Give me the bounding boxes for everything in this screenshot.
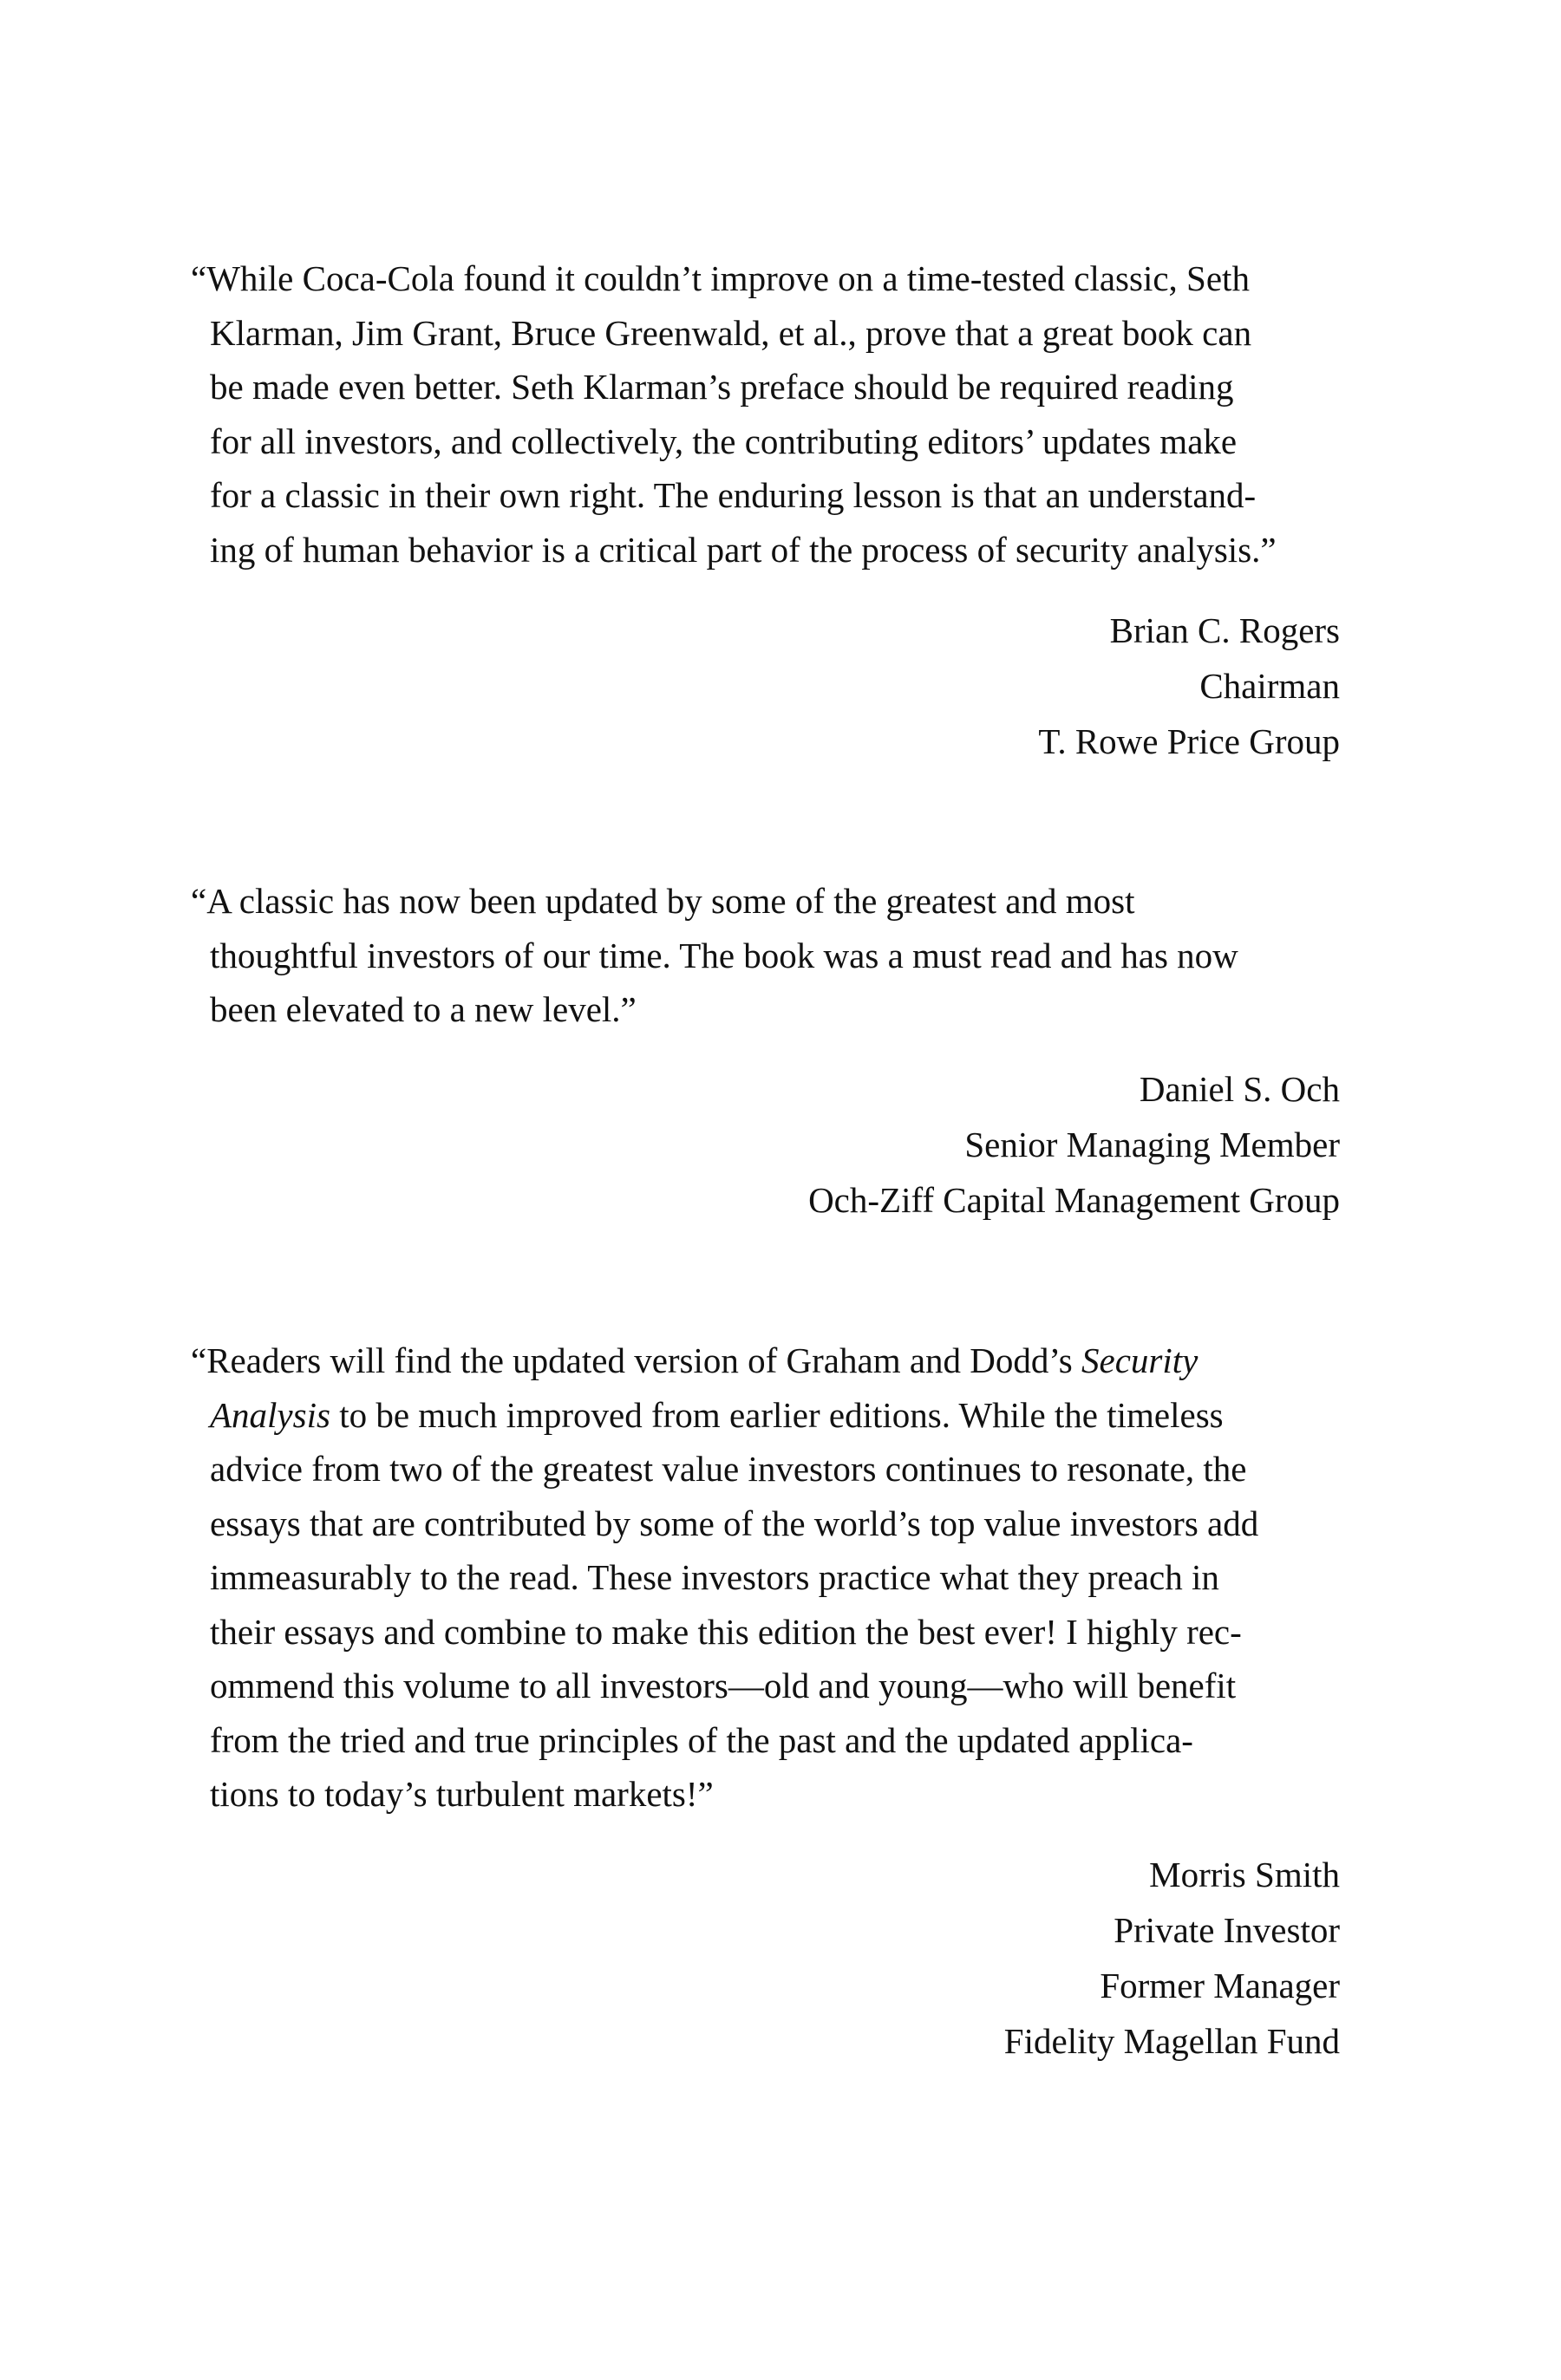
attribution-title: Private Investor (1114, 1910, 1340, 1950)
attribution-title: Senior Managing Member (964, 1125, 1340, 1164)
quote-line: advice from two of the greatest value investors continues to resonate, the (210, 1449, 1247, 1489)
quote-line: for all investors, and collectively, the contributing editors’ updates make (210, 421, 1238, 461)
attribution-title: Chairman (1199, 666, 1340, 706)
quote-line: Klarman, Jim Grant, Bruce Greenwald, et al., prove that a great book can (210, 312, 1252, 353)
quote-line: “While Coca-Cola found it couldn’t improve on a time-tested classic, Seth (191, 258, 1250, 298)
testimonial-attribution (191, 1847, 1340, 2069)
attribution-organization: T. Rowe Price Group (1038, 721, 1340, 761)
quote-line: for a classic in their own right. The enduring lesson is that an understand- (210, 475, 1257, 515)
testimonial-quote (191, 251, 1340, 577)
attribution-organization: Fidelity Magellan Fund (1003, 2021, 1340, 2061)
attribution-name: Daniel S. Och (1139, 1069, 1340, 1109)
testimonial-quote (191, 874, 1340, 1037)
testimonial-attribution (191, 603, 1340, 769)
attribution-name: Morris Smith (1149, 1855, 1340, 1894)
quote-line: tions to today’s turbulent markets!” (210, 1774, 714, 1814)
quote-line: ommend this volume to all investors—old and young—who will benefit (210, 1666, 1237, 1705)
attribution-organization: Och-Ziff Capital Management Group (808, 1180, 1340, 1220)
quote-line: from the tried and true principles of the past and the updated applica- (210, 1719, 1193, 1760)
quote-line: thoughtful investors of our time. The book was a must read and has now (210, 935, 1238, 975)
quote-line: be made even better. Seth Klarman’s preface should be required reading (210, 367, 1234, 407)
attribution-title: Former Manager (1100, 1966, 1340, 2005)
quote-text: “Readers will find the updated version of Graham and Dodd’s (191, 1340, 1082, 1380)
quote-line (191, 1333, 1340, 1388)
attribution-name: Brian C. Rogers (1109, 610, 1340, 650)
quote-line: been elevated to a new level.” (210, 989, 637, 1029)
quote-line: essays that are contributed by some of the world’s top value investors add (210, 1503, 1259, 1543)
quote-line: ing of human behavior is a critical part of the process of security analysis.” (210, 529, 1277, 570)
testimonial-attribution (191, 1061, 1340, 1228)
quote-line: their essays and combine to make this edition the best ever! I highly rec- (210, 1611, 1242, 1652)
book-title-italic: Security (1081, 1340, 1199, 1380)
quote-text: to be much improved from earlier editions. While the timeless (330, 1394, 1224, 1435)
quote-line: “A classic has now been updated by some of the greatest and most (191, 881, 1135, 921)
quote-line (191, 1388, 1340, 1443)
testimonial-quote (191, 1333, 1340, 1822)
book-title-italic: Analysis (210, 1394, 330, 1435)
quote-line: immeasurably to the read. These investors practice what they preach in (210, 1557, 1219, 1597)
